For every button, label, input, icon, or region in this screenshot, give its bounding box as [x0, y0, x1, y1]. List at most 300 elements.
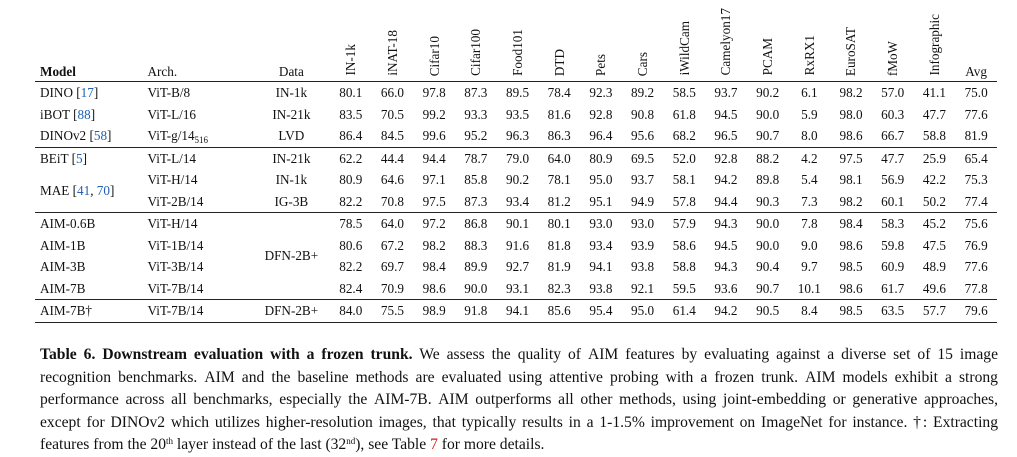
value-cell: 95.4 — [580, 300, 622, 323]
value-cell: 97.5 — [830, 147, 872, 169]
header-benchmark — [830, 2, 872, 82]
value-cell: 47.5 — [922, 237, 946, 253]
header-model: Model — [40, 63, 76, 79]
arch-cell — [145, 191, 252, 213]
value-cell: 52.0 — [663, 147, 705, 169]
value-cell: 97.8 — [422, 85, 446, 101]
value-cell: 82.2 — [339, 259, 363, 275]
avg-cell: 81.9 — [964, 128, 988, 144]
model-name: AIM-1B — [40, 237, 86, 253]
value-cell: 47.7 — [872, 147, 914, 169]
arch-cell — [145, 278, 252, 300]
caption-text: and the baseline methods are evaluated using attentive probing with a frozen trunk. — [241, 368, 799, 386]
header-benchmark-label: Pets — [593, 53, 609, 76]
header-benchmark — [330, 2, 372, 82]
table-row — [35, 125, 997, 147]
value-cell: 70.9 — [380, 280, 404, 296]
model-cell: DINO [17] — [40, 85, 99, 101]
value-cell: 90.4 — [756, 259, 780, 275]
caption-label: Table 6. Downstream evaluation with a frozen trunk. — [40, 346, 413, 363]
value-cell: 8.0 — [801, 128, 818, 144]
value-cell: 90.5 — [747, 300, 789, 323]
arch-cell — [145, 300, 252, 323]
value-cell: 92.1 — [631, 280, 655, 296]
table-row — [35, 147, 997, 169]
value-cell: 68.2 — [672, 128, 696, 144]
value-cell: 92.7 — [505, 259, 530, 275]
value-cell: 98.4 — [422, 259, 446, 275]
value-cell: 90.2 — [505, 172, 530, 188]
value-cell: 93.7 — [714, 85, 738, 101]
table-caption — [40, 344, 998, 457]
arch-name: ViT-H/14 — [147, 172, 198, 188]
value-cell: 7.8 — [789, 213, 831, 235]
value-cell: 48.9 — [922, 259, 946, 275]
value-cell: 56.9 — [881, 172, 905, 188]
arch-name: ViT-3B/14 — [147, 259, 204, 275]
arch-cell — [145, 82, 252, 104]
avg-cell: 75.0 — [964, 85, 988, 101]
header-benchmark-label: EuroSAT — [843, 26, 859, 76]
caption-text: We assess the quality of — [419, 346, 581, 363]
table-row — [35, 300, 997, 323]
header-benchmark — [372, 2, 414, 82]
citation-link[interactable]: 17 — [80, 85, 94, 101]
value-cell: 45.2 — [914, 213, 956, 235]
model-name: DINO — [40, 85, 73, 101]
header-benchmark-label: iWildCam — [676, 21, 692, 76]
value-cell: 94.2 — [714, 172, 738, 188]
value-cell: 57.7 — [914, 300, 956, 323]
value-cell: 94.3 — [714, 259, 738, 275]
value-cell: 93.5 — [505, 106, 530, 122]
value-cell: 41.1 — [922, 85, 946, 101]
value-cell: 89.9 — [464, 259, 488, 275]
value-cell: 92.8 — [589, 106, 613, 122]
value-cell: 84.5 — [380, 128, 404, 144]
table-row — [35, 278, 997, 300]
value-cell: 93.0 — [622, 213, 664, 235]
arch-name: ViT-1B/14 — [147, 237, 204, 253]
header-benchmark-label: Cifar100 — [468, 28, 484, 76]
value-cell: 80.9 — [580, 147, 622, 169]
value-cell: 62.2 — [330, 147, 372, 169]
value-cell: 88.2 — [747, 147, 789, 169]
arch-name: ViT-7B/14 — [147, 303, 204, 319]
arch-name: ViT-H/14 — [147, 216, 198, 232]
value-cell: 99.6 — [422, 128, 446, 144]
value-cell: 81.9 — [547, 259, 571, 275]
arch-name: ViT-2B/14 — [147, 193, 204, 209]
header-avg: Avg — [965, 63, 987, 79]
table-row — [35, 191, 997, 213]
model-cell: DINOv2 [58] — [40, 128, 112, 144]
table-row — [35, 104, 997, 126]
value-cell: 57.0 — [881, 85, 905, 101]
value-cell: 86.8 — [455, 213, 497, 235]
value-cell: 42.2 — [922, 172, 946, 188]
value-cell: 97.5 — [422, 193, 446, 209]
table-row — [35, 82, 997, 104]
caption-text: ), see Table — [355, 436, 427, 453]
caption-aim: AIM — [805, 368, 836, 386]
header-benchmark — [622, 2, 664, 82]
citation-link[interactable]: 88 — [77, 106, 91, 122]
model-name: DINOv2 — [40, 128, 87, 144]
avg-cell: 77.6 — [964, 259, 988, 275]
value-cell: 92.8 — [705, 147, 747, 169]
value-cell: 95.6 — [631, 128, 655, 144]
value-cell: 66.7 — [881, 128, 905, 144]
value-cell: 9.0 — [801, 237, 818, 253]
header-benchmark — [663, 2, 705, 82]
caption-text: outperforms all other methods, using joint-embedding or generative approaches, except for DINOv2 which utilizes higher-resolution images, that typically results in a 1-1.5% improvement on ImageNet for instance. †: Extracting features from the 20 — [40, 391, 999, 453]
value-cell: 78.7 — [455, 147, 497, 169]
value-cell: 93.6 — [714, 280, 738, 296]
value-cell: 70.5 — [380, 106, 404, 122]
header-benchmark-label: Food101 — [509, 28, 525, 76]
value-cell: 61.4 — [663, 300, 705, 323]
value-cell: 58.5 — [672, 85, 696, 101]
header-benchmark-label: Cifar10 — [426, 35, 442, 76]
value-cell: 84.0 — [330, 300, 372, 323]
value-cell: 80.6 — [339, 237, 363, 253]
value-cell: 87.3 — [464, 85, 488, 101]
value-cell: 93.8 — [589, 280, 613, 296]
value-cell: 85.6 — [538, 300, 580, 323]
data-cell: IG-3B — [274, 193, 309, 209]
data-cell: LVD — [278, 128, 305, 144]
arch-name: ViT-L/14 — [147, 150, 197, 166]
arch-cell — [145, 125, 252, 147]
caption-text: features by evaluating against a diverse set of 15 image recognition benchmarks. — [40, 346, 999, 386]
value-cell: 86.4 — [339, 128, 363, 144]
value-cell: 93.4 — [505, 193, 530, 209]
table-row — [35, 213, 997, 235]
value-cell: 93.7 — [631, 172, 655, 188]
value-cell: 94.2 — [705, 300, 747, 323]
value-cell: 93.0 — [580, 213, 622, 235]
value-cell: 58.6 — [672, 237, 696, 253]
caption-text: for more details. — [441, 436, 545, 453]
arch-name: ViT-7B/14 — [147, 280, 204, 296]
caption-text: models exhibit a strong performance across all benchmarks, especially the — [40, 368, 998, 408]
value-cell: 83.5 — [339, 106, 363, 122]
arch-name: ViT-L/16 — [147, 106, 197, 122]
table-row — [35, 169, 997, 191]
value-cell: 90.7 — [756, 280, 780, 296]
value-cell: 82.2 — [339, 193, 363, 209]
header-data: Data — [278, 63, 304, 79]
value-cell: 81.8 — [547, 237, 571, 253]
model-name: iBOT — [40, 106, 70, 122]
caption-aim-7b: AIM-7B — [373, 391, 428, 408]
model-cell — [35, 300, 145, 323]
header-arch: Arch. — [147, 63, 178, 79]
avg-cell: 76.9 — [964, 237, 988, 253]
value-cell: 94.5 — [714, 106, 738, 122]
value-cell: 64.0 — [538, 147, 580, 169]
value-cell: 60.9 — [881, 259, 905, 275]
value-cell: 94.4 — [413, 147, 455, 169]
value-cell: 60.1 — [881, 193, 905, 209]
value-cell: 47.7 — [922, 106, 946, 122]
value-cell: 98.5 — [839, 259, 863, 275]
data-cell: IN-21k — [253, 147, 330, 169]
value-cell: 90.2 — [756, 85, 780, 101]
value-cell: 95.0 — [622, 300, 664, 323]
caption-aim: AIM — [438, 391, 469, 408]
value-cell: 64.0 — [372, 213, 414, 235]
arch-cell — [145, 256, 252, 278]
value-cell: 64.6 — [380, 172, 404, 188]
value-cell: 75.5 — [372, 300, 414, 323]
model-name: AIM-7B — [40, 280, 86, 296]
citation-link[interactable]: 41 — [77, 182, 91, 198]
header-benchmark — [455, 2, 497, 82]
value-cell: 82.3 — [547, 280, 571, 296]
value-cell: 59.5 — [672, 280, 696, 296]
header-benchmark — [914, 2, 956, 82]
value-cell: 4.2 — [789, 147, 831, 169]
value-cell: 78.1 — [547, 172, 571, 188]
value-cell: 78.5 — [330, 213, 372, 235]
header-benchmark-label: Cars — [634, 51, 650, 76]
value-cell: 80.1 — [339, 85, 363, 101]
header-benchmark-label: RxRX1 — [801, 35, 817, 76]
arch-cell — [145, 169, 252, 191]
model-cell — [35, 278, 145, 300]
caption-aim: AIM — [204, 368, 235, 386]
caption-sup: th — [166, 436, 174, 446]
data-cell: IN-21k — [272, 106, 311, 122]
value-cell: 93.1 — [505, 280, 530, 296]
value-cell: 91.6 — [505, 237, 530, 253]
model-cell: BEiT [5] — [35, 147, 145, 169]
value-cell: 91.8 — [455, 300, 497, 323]
value-cell: 58.8 — [922, 128, 946, 144]
value-cell: 9.7 — [801, 259, 818, 275]
value-cell: 94.9 — [631, 193, 655, 209]
value-cell: 69.5 — [622, 147, 664, 169]
value-cell: 60.3 — [881, 106, 905, 122]
value-cell: 90.0 — [756, 237, 780, 253]
value-cell: 94.3 — [705, 213, 747, 235]
avg-cell: 75.3 — [964, 172, 988, 188]
value-cell: 49.6 — [922, 280, 946, 296]
value-cell: 93.8 — [631, 259, 655, 275]
model-name: AIM-7B† — [40, 303, 93, 319]
value-cell: 10.1 — [797, 280, 821, 296]
avg-cell: 77.8 — [964, 280, 988, 296]
value-cell: 78.4 — [547, 85, 571, 101]
model-name: AIM-0.6B — [40, 216, 96, 232]
value-cell: 98.0 — [839, 106, 863, 122]
caption-sup: nd — [346, 436, 356, 446]
value-cell: 6.1 — [801, 85, 818, 101]
value-cell: 98.2 — [422, 237, 446, 253]
value-cell: 94.1 — [497, 300, 539, 323]
value-cell: 57.8 — [672, 193, 696, 209]
value-cell: 98.6 — [839, 128, 863, 144]
value-cell: 66.0 — [380, 85, 404, 101]
caption-text: . — [427, 391, 432, 408]
avg-cell: 75.6 — [955, 213, 997, 235]
value-cell: 80.9 — [339, 172, 363, 188]
value-cell: 57.9 — [663, 213, 705, 235]
value-cell: 63.5 — [872, 300, 914, 323]
value-cell: 89.5 — [505, 85, 530, 101]
value-cell: 81.6 — [547, 106, 571, 122]
value-cell: 89.8 — [756, 172, 780, 188]
value-cell: 97.1 — [422, 172, 446, 188]
value-cell: 58.8 — [672, 259, 696, 275]
arch-name: ViT-g/14 — [147, 128, 195, 144]
value-cell: 5.9 — [801, 106, 818, 122]
table-row — [35, 235, 997, 257]
value-cell: 67.2 — [380, 237, 404, 253]
value-cell: 90.1 — [497, 213, 539, 235]
arch-cell — [145, 104, 252, 126]
arch-subscript: 516 — [194, 135, 209, 146]
value-cell: 95.0 — [589, 172, 613, 188]
header-benchmark — [705, 2, 747, 82]
value-cell: 90.0 — [756, 106, 780, 122]
value-cell: 98.2 — [839, 193, 863, 209]
value-cell: 89.2 — [631, 85, 655, 101]
value-cell: 87.3 — [464, 193, 488, 209]
data-cell: DFN-2B+ — [253, 213, 330, 300]
arch-cell — [145, 213, 252, 235]
value-cell: 8.4 — [789, 300, 831, 323]
value-cell: 79.0 — [497, 147, 539, 169]
model-cell — [35, 213, 145, 235]
value-cell: 81.2 — [547, 193, 571, 209]
value-cell: 93.3 — [464, 106, 488, 122]
header-benchmark-label: PCAM — [760, 38, 776, 76]
header-benchmark — [580, 2, 622, 82]
data-cell: IN-1k — [275, 172, 308, 188]
header-benchmark-label: Camelyon17 — [718, 8, 734, 76]
value-cell: 90.0 — [464, 280, 488, 296]
model-name: MAE — [40, 182, 70, 198]
value-cell: 97.2 — [413, 213, 455, 235]
value-cell: 93.4 — [589, 237, 613, 253]
arch-name: ViT-B/8 — [147, 85, 191, 101]
header-benchmark-label: iNAT-18 — [384, 30, 400, 76]
avg-cell: 65.4 — [955, 147, 997, 169]
value-cell: 90.7 — [756, 128, 780, 144]
value-cell: 92.3 — [589, 85, 613, 101]
value-cell: 94.1 — [589, 259, 613, 275]
value-cell: 50.2 — [922, 193, 946, 209]
arch-cell — [145, 147, 252, 169]
table-header-row — [35, 2, 997, 82]
header-benchmark-label: fMoW — [885, 40, 901, 76]
value-cell: 7.3 — [801, 193, 818, 209]
avg-cell: 77.4 — [964, 193, 988, 209]
value-cell: 61.7 — [881, 280, 905, 296]
value-cell: 86.3 — [547, 128, 571, 144]
arch-cell — [145, 235, 252, 257]
caption-text: layer instead of the last (32 — [176, 436, 347, 453]
value-cell: 96.3 — [505, 128, 530, 144]
header-benchmark-label: Infographic — [926, 14, 942, 76]
value-cell: 98.4 — [830, 213, 872, 235]
citation-link[interactable]: 58 — [93, 128, 108, 144]
value-cell: 96.5 — [714, 128, 738, 144]
value-cell: 95.1 — [589, 193, 613, 209]
value-cell: 98.6 — [839, 280, 863, 296]
value-cell: 94.4 — [714, 193, 738, 209]
value-cell: 98.9 — [413, 300, 455, 323]
model-cell: MAE [41, 70] — [40, 182, 115, 198]
value-cell: 98.5 — [830, 300, 872, 323]
value-cell: 61.8 — [672, 106, 696, 122]
header-benchmark — [789, 2, 831, 82]
value-cell: 90.0 — [747, 213, 789, 235]
avg-cell: 77.6 — [964, 106, 988, 122]
value-cell: 93.9 — [631, 237, 655, 253]
header-benchmark — [538, 2, 580, 82]
value-cell: 98.6 — [422, 280, 446, 296]
value-cell: 25.9 — [914, 147, 956, 169]
value-cell: 98.6 — [839, 237, 863, 253]
value-cell: 69.7 — [380, 259, 404, 275]
model-cell — [35, 256, 145, 278]
value-cell: 58.1 — [672, 172, 696, 188]
table-body — [35, 82, 997, 323]
table-row — [35, 256, 997, 278]
header-benchmark-label: DTD — [551, 48, 567, 76]
caption-aim: AIM — [587, 346, 619, 363]
citation-link[interactable]: 5 — [76, 150, 83, 166]
table-reference-link[interactable]: 7 — [430, 436, 438, 453]
model-cell — [35, 235, 145, 257]
header-benchmark-label: IN-1k — [343, 44, 359, 76]
value-cell: 99.2 — [422, 106, 446, 122]
value-cell: 58.3 — [872, 213, 914, 235]
value-cell: 70.8 — [380, 193, 404, 209]
model-cell: iBOT [88] — [40, 106, 96, 122]
value-cell: 82.4 — [339, 280, 363, 296]
value-cell: 98.2 — [839, 85, 863, 101]
value-cell: 80.1 — [538, 213, 580, 235]
citation-link[interactable]: 70 — [96, 182, 110, 198]
value-cell: 90.8 — [631, 106, 655, 122]
avg-cell: 79.6 — [955, 300, 997, 323]
header-benchmark — [747, 2, 789, 82]
value-cell: 95.2 — [464, 128, 488, 144]
value-cell: 88.3 — [464, 237, 488, 253]
data-cell: DFN-2B+ — [253, 300, 330, 323]
data-cell: IN-1k — [275, 85, 308, 101]
value-cell: 90.3 — [756, 193, 780, 209]
model-name: AIM-3B — [40, 259, 86, 275]
value-cell: 5.4 — [801, 172, 818, 188]
header-benchmark — [413, 2, 455, 82]
results-table — [35, 2, 997, 323]
value-cell: 98.1 — [839, 172, 863, 188]
value-cell: 85.8 — [464, 172, 488, 188]
value-cell: 44.4 — [372, 147, 414, 169]
header-benchmark — [497, 2, 539, 82]
header-benchmark — [872, 2, 914, 82]
value-cell: 59.8 — [881, 237, 905, 253]
value-cell: 96.4 — [589, 128, 613, 144]
model-name: BEiT — [40, 150, 69, 166]
value-cell: 94.5 — [714, 237, 738, 253]
